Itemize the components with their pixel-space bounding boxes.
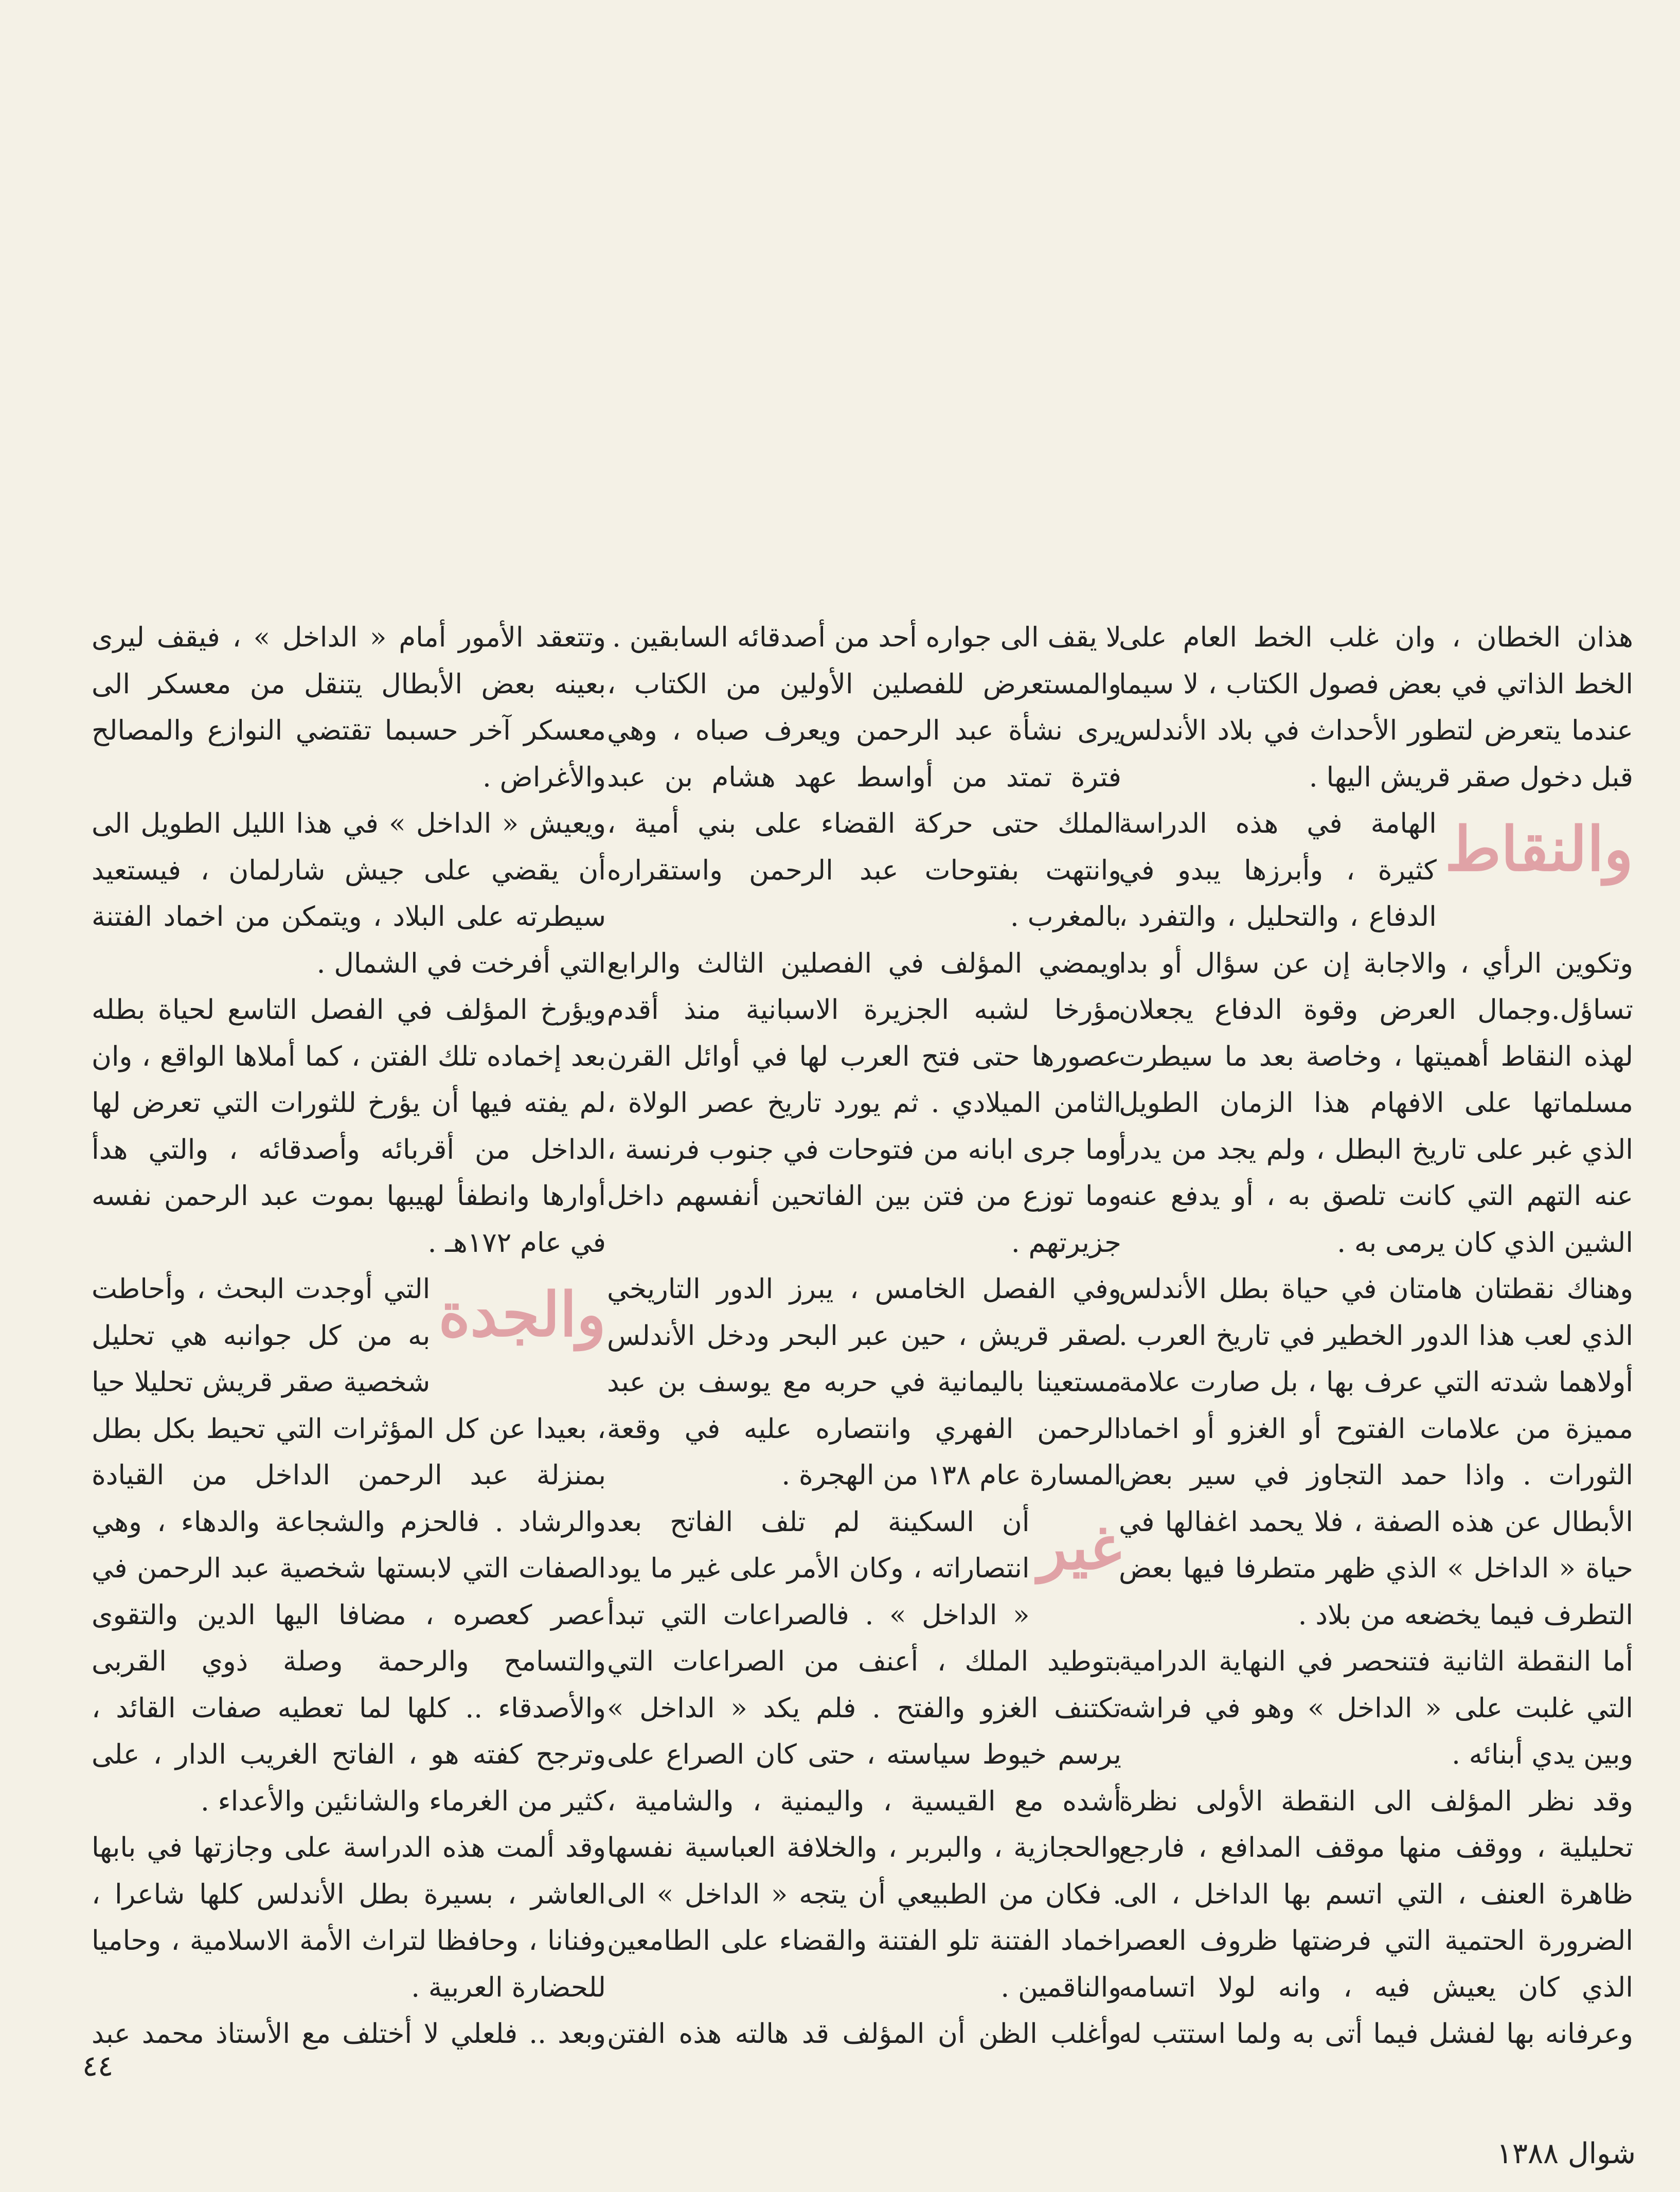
paragraph: وأغلب الظن أن المؤلف قد هالته هذه الفتن xyxy=(607,2018,1121,2050)
issue-date: شوال ١٣٨٨ xyxy=(1496,2137,1636,2170)
paragraph: لا يقف الى جواره أحد من أصدقائه السابقين . xyxy=(612,622,1121,653)
paragraph: وقد نظر المؤلف الى النقطة الأولى نظرة تحليلية ، ووقف منها موقف المدافع ، فارجع ظاهرة العنف ، التي اتسم بها الداخل ، الى الضرورة الحتمية التي فرضتها ظروف العصر الذي كان يعيش فيه ، وانه لولا اتسامه وعرفانه بها لفشل فيما أتى به ولما استتب له xyxy=(1119,1785,1633,2050)
dropcap-heading: والجدة xyxy=(438,1279,606,1350)
paragraph-text: وبعد .. فلعلي لا أختلف مع الأستاذ محمد عبد xyxy=(92,2018,606,2050)
paragraph xyxy=(1119,801,1633,1266)
paragraph xyxy=(92,2011,606,2055)
paragraph xyxy=(607,1499,1121,2011)
page-number: ٤٤ xyxy=(82,2050,114,2083)
paragraph: وهناك نقطتان هامتان في حياة بطل الأندلس الذي لعب هذا الدور الخطير في تاريخ العرب . أولاهما شدته التي عرف بها ، بل صارت علامة مميزة من علامات الفتوح أو الغزو أو اخماد الثورات . واذا حمد التجاوز في سير بعض الأبطال عن هذه الصفة ، فلا يحمد اغفالها في حياة « الداخل » الذي ظهر متطرفا فيها بعض التطرف فيما يخضعه من بلاد . xyxy=(1119,1273,1633,1631)
paragraph: أما النقطة الثانية فتنحصر في النهاية الدرامية التي غلبت على « الداخل » وهو في فراشه وبين يدي أبنائه . xyxy=(1119,1646,1633,1770)
paragraph: ويمضي المؤلف في الفصلين الثالث والرابع مؤرخا لشبه الجزيرة الاسبانية منذ أقدم عصورها حتى فتح العرب لها في أوائل القرن الثامن الميلادي . ثم يورد تاريخ عصر الولاة ، وما جرى ابانه من فتوحات في جنوب فرنسة ، وما توزع من فتن بين الفاتحين أنفسهم داخل جزيرتهم . xyxy=(607,947,1121,1259)
text-column-middle xyxy=(607,615,1121,2055)
paragraph-text: الهامة في هذه الدراسة كثيرة ، وأبرزها يبدو في الدفاع ، والتحليل ، والتفرد ، وتكوين الرأي ، والاجابة إن عن سؤال أو بدا تساؤل.وجمال العرض وقوة الدفاع يجعلان لهذه النقاط أهميتها ، وخاصة بعد ما سيطرت مسلماتها على الافهام هذا الزمان الطويل الذي غبر على تاريخ البطل ، ولم يجد من يدرأ عنه التهم التي كانت تلصق به ، أو يدفع عنه الشين الذي كان يرمى به . xyxy=(1119,808,1633,1259)
paragraph xyxy=(92,1266,606,1825)
paragraph: وتتعقد الأمور أمام « الداخل » ، فيقف ليرى بعينه بعض الأبطال يتنقل من معسكر الى معسكر آخر حسبما تقتضي النوازع والمصالح والأغراض . xyxy=(92,622,606,793)
paragraph: ويعيش « الداخل » في هذا الليل الطويل الى أن يقضي على جيش شارلمان ، فيستعيد سيطرته على البلاد ، ويتمكن من اخماد الفتنة التي أفرخت في الشمال . xyxy=(92,808,606,979)
paragraph-text: التي أوجدت البحث ، وأحاطت به من كل جوانبه هي تحليل شخصية صقر قريش تحليلا حيا ، بعيدا عن كل المؤثرات التي تحيط بكل بطل بمنزلة عبد الرحمن الداخل من القيادة والرشاد . فالحزم والشجاعة والدهاء ، وهي الصفات التي لابستها شخصية عبد الرحمن في عصر كعصره ، مضافا اليها الدين والتقوى والتسامح والرحمة وصلة ذوي القربى والأصدقاء .. كلها لما تعطيه صفات القائد ، وترجح كفته هو ، الفاتح الغريب الدار ، على كثير من الغرماء والشانئين والأعداء . xyxy=(92,1273,606,1817)
paragraph-text: أن السكينة لم تلف الفاتح بعد انتصاراته ، وكان الأمر على غير ما يود « الداخل » . فالصراعات التي تبدأ بتوطيد الملك ، أعنف من الصراعات التي تكتنف الغزو والفتح . فلم يكد « الداخل » يرسم خيوط سياسته ، حتى كان الصراع على أشده مع القيسية ، واليمنية ، والشامية ، والحجازية ، والبربر ، والخلافة العباسية نفسها . فكان من الطبيعي أن يتجه « الداخل » الى اخماد الفتنة تلو الفتنة والقضاء على الطامعين والناقمين . xyxy=(607,1506,1121,2003)
dropcap-heading: والنقاط xyxy=(1444,813,1633,885)
text-column-left xyxy=(92,615,606,2055)
paragraph: وفي الفصل الخامس ، يبرز الدور التاريخي لصقر قريش ، حين عبر البحر ودخل الأندلس مستعينا باليمانية في حربه مع يوسف بن عبد الرحمن الفهري وانتصاره عليه في وقعة المسارة عام ١٣٨ من الهجرة . xyxy=(607,1273,1121,1491)
paragraph: هذان الخطان ، وان غلب الخط العام على الخط الذاتي في بعض فصول الكتاب ، لا سيما عندما يتعرض لتطور الأحداث في بلاد الأندلس قبل دخول صقر قريش اليها . xyxy=(1119,622,1633,793)
dropcap-heading: غير xyxy=(1038,1511,1121,1583)
paragraph: وقد ألمت هذه الدراسة على وجازتها في بابها العاشر ، بسيرة بطل الأندلس كلها شاعرا ، وفنانا ، وحافظا لتراث الأمة الاسلامية ، وحاميا للحضارة العربية . xyxy=(92,1832,606,2003)
text-column-right xyxy=(1119,615,1633,2055)
paragraph: والمستعرض للفصلين الأولين من الكتاب ، يرى نشأة عبد الرحمن ويعرف صباه ، وهي فترة تمتد من أواسط عهد هشام بن عبد الملك حتى حركة القضاء على بني أمية ، وانتهت بفتوحات عبد الرحمن واستقراره بالمغرب . xyxy=(607,668,1121,932)
paragraph: ويؤرخ المؤلف في الفصل التاسع لحياة بطله بعد إخماده تلك الفتن ، كما أملاها الواقع ، وان لم يفته فيها أن يؤرخ للثورات التي تعرض لها الداخل من أقربائه وأصدقائه ، والتي هدأ أوارها وانطفأ لهيبها بموت عبد الرحمن نفسه في عام ١٧٢هـ . xyxy=(92,994,606,1259)
